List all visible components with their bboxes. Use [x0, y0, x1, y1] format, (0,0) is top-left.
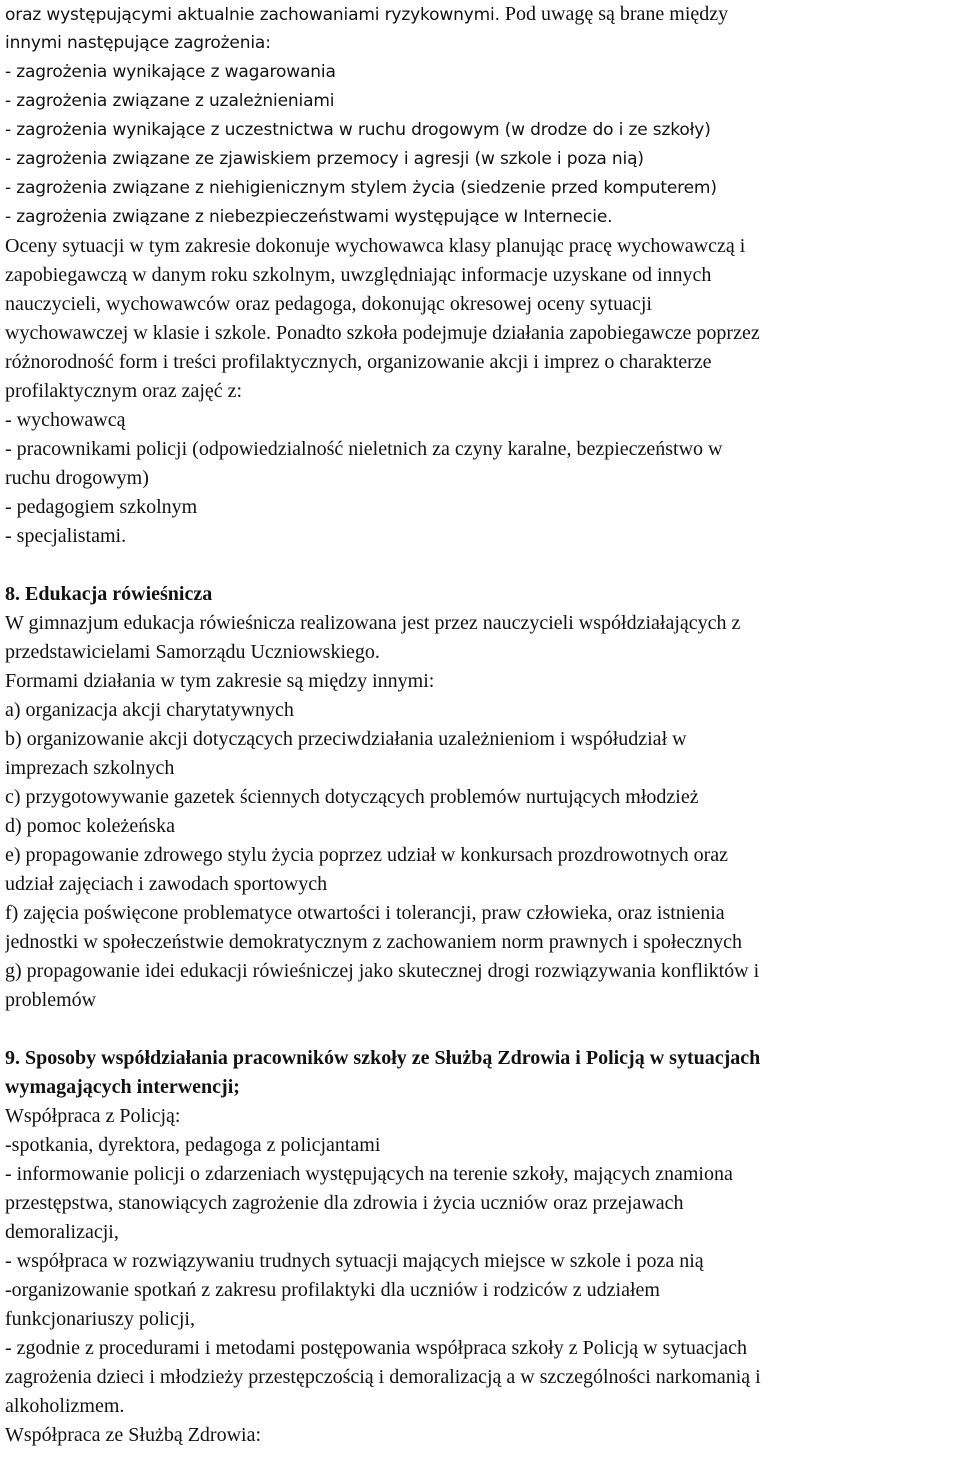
- text-line: ruchu drogowym): [5, 467, 149, 489]
- list-item: d) pomoc koleżeńska: [5, 815, 175, 837]
- text-line: nauczycieli, wychowawców oraz pedagoga, dokonując okresowej oceny sytuacji: [5, 293, 652, 315]
- text-line: alkoholizmem.: [5, 1395, 125, 1417]
- list-item: -spotkania, dyrektora, pedagoga z policjantami: [5, 1134, 381, 1156]
- text-line: W gimnazjum edukacja rówieśnicza realizowana jest przez nauczycieli współdziałających z: [5, 612, 741, 634]
- text-line: udział zajęciach i zawodach sportowych: [5, 873, 328, 895]
- text-line: demoralizacji,: [5, 1221, 119, 1243]
- text-line: Współpraca ze Służbą Zdrowia:: [5, 1424, 262, 1446]
- text-line: profilaktycznym oraz zajęć z:: [5, 380, 243, 402]
- list-item: g) propagowanie idei edukacji rówieśniczej jako skutecznej drogi rozwiązywania konfliktów i: [5, 960, 760, 982]
- list-item: b) organizowanie akcji dotyczących przeciwdziałania uzależnieniom i współudział w: [5, 728, 687, 750]
- text-line: przestępstwa, stanowiących zagrożenie dla zdrowia i życia uczniów oraz przejawach: [5, 1192, 684, 1214]
- list-item: e) propagowanie zdrowego stylu życia poprzez udział w konkursach prozdrowotnych oraz: [5, 844, 729, 866]
- list-item: - zagrożenia wynikające z uczestnictwa w ruchu drogowym (w drodze do i ze szkoły): [5, 120, 711, 140]
- text-fragment-sans: oraz występującymi aktualnie zachowaniami ryzykownymi.: [5, 5, 500, 25]
- assessment-paragraph: [5, 232, 956, 551]
- text-line: zagrożenia dzieci i młodzieży przestępczością i demoralizacją a w szczególności narkomanią i: [5, 1366, 761, 1388]
- list-item: - specjalistami.: [5, 525, 127, 547]
- list-item: - wychowawcą: [5, 409, 126, 431]
- list-item: - zagrożenia związane z niebezpieczeństwami występujące w Internecie.: [5, 207, 613, 227]
- list-item: - zgodnie z procedurami i metodami postępowania współpraca szkoły z Policją w sytuacjach: [5, 1337, 747, 1359]
- text-line: wychowawczej w klasie i szkole. Ponadto szkoła podejmuje działania zapobiegawcze poprzez: [5, 322, 760, 344]
- section-heading: wymagających interwencji;: [5, 1076, 240, 1098]
- paragraph-spacer: [5, 551, 956, 580]
- text-line: problemów: [5, 989, 97, 1011]
- list-item: f) zajęcia poświęcone problematyce otwartości i tolerancji, praw człowieka, oraz istnienia: [5, 902, 725, 924]
- list-item: c) przygotowywanie gazetek ściennych dotyczących problemów nurtujących młodzież: [5, 786, 699, 808]
- text-line: imprezach szkolnych: [5, 757, 175, 779]
- text-line: zapobiegawczą w danym roku szkolnym, uwzględniając informacje uzyskane od innych: [5, 264, 712, 286]
- section-8: [5, 580, 956, 1015]
- text-line: [5, 0, 956, 29]
- paragraph-spacer: [5, 1015, 956, 1044]
- section-heading: 9. Sposoby współdziałania pracowników szkoły ze Służbą Zdrowia i Policją w sytuacjach: [5, 1047, 761, 1069]
- text-line: Formami działania w tym zakresie są między innymi:: [5, 670, 435, 692]
- text-line: funkcjonariuszy policji,: [5, 1308, 195, 1330]
- list-item: - zagrożenia związane ze zjawiskiem przemocy i agresji (w szkole i poza nią): [5, 149, 644, 169]
- list-item: - pracownikami policji (odpowiedzialność nieletnich za czyny karalne, bezpieczeństwo w: [5, 438, 723, 460]
- text-line: różnorodność form i treści profilaktycznych, organizowanie akcji i imprez o charakterze: [5, 351, 712, 373]
- text-line: przedstawicielami Samorządu Uczniowskiego.: [5, 641, 380, 663]
- list-item: - współpraca w rozwiązywaniu trudnych sytuacji mających miejsce w szkole i poza nią: [5, 1250, 704, 1272]
- text-line: innymi następujące zagrożenia:: [5, 33, 271, 53]
- list-item: - informowanie policji o zdarzeniach występujących na terenie szkoły, mających znamiona: [5, 1163, 733, 1185]
- section-heading: 8. Edukacja rówieśnicza: [5, 583, 213, 605]
- text-line: Oceny sytuacji w tym zakresie dokonuje wychowawca klasy planując pracę wychowawczą i: [5, 235, 746, 257]
- text-line: jednostki w społeczeństwie demokratycznym z zachowaniem norm prawnych i społecznych: [5, 931, 742, 953]
- list-item: - pedagogiem szkolnym: [5, 496, 198, 518]
- section-9: [5, 1044, 956, 1450]
- list-item: - zagrożenia wynikające z wagarowania: [5, 62, 336, 82]
- list-item: - zagrożenia związane z uzależnieniami: [5, 91, 335, 111]
- list-item: -organizowanie spotkań z zakresu profilaktyki dla uczniów i rodziców z udziałem: [5, 1279, 660, 1301]
- list-item: - zagrożenia związane z niehigienicznym stylem życia (siedzenie przed komputerem): [5, 178, 717, 198]
- text-fragment-serif: Pod uwagę są brane między: [499, 3, 729, 25]
- threats-block: [5, 0, 956, 232]
- text-line: Współpraca z Policją:: [5, 1105, 181, 1127]
- list-item: a) organizacja akcji charytatywnych: [5, 699, 294, 721]
